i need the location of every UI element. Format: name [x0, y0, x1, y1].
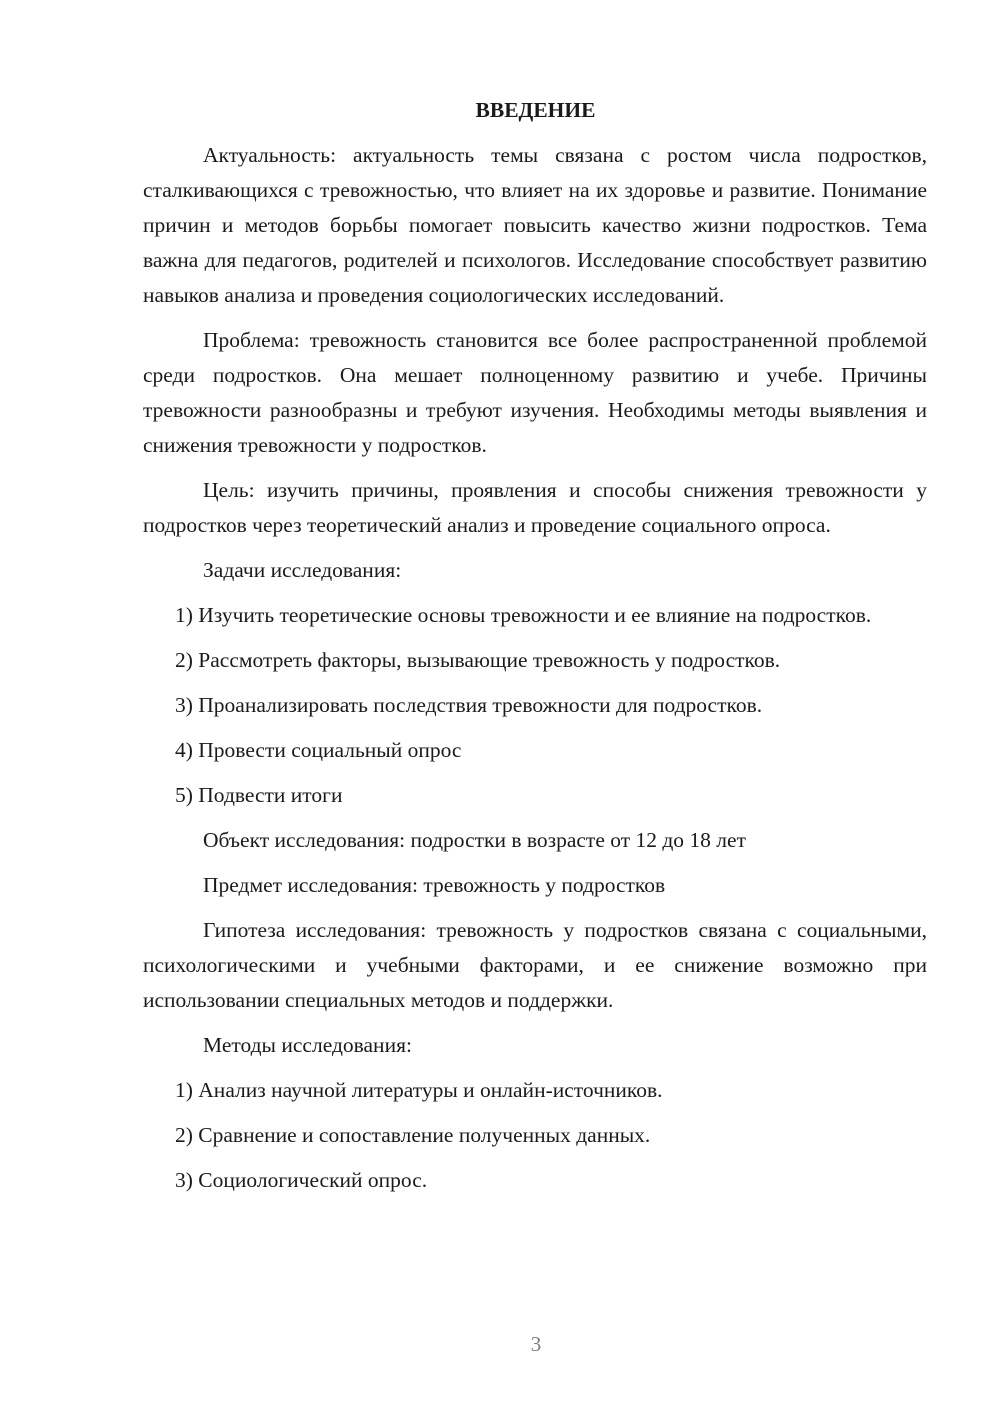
task-item-4: 4) Провести социальный опрос: [175, 738, 462, 762]
relevance-paragraph: Актуальность: актуальность темы связана с ростом числа подростков, сталкивающихся с тревожностью, что влияет на их здоровье и развитие. Понимание причин и методов борьбы помогает повысить качество жизни подростков. Тема важна для педагогов, родителей и психологов. Исследование способствует развитию навыков анализа и проведения социологических исследований.: [143, 143, 927, 307]
method-item-2: 2) Сравнение и сопоставление полученных данных.: [175, 1123, 651, 1147]
task-item-1: 1) Изучить теоретические основы тревожности и ее влияние на подростков.: [175, 603, 872, 627]
hypothesis-paragraph: Гипотеза исследования: тревожность у подростков связана с социальными, психологическими и учебными факторами, и ее снижение возможно при использовании специальных методов и поддержки.: [143, 918, 927, 1012]
tasks-heading: Задачи исследования:: [203, 558, 402, 582]
method-item-1: 1) Анализ научной литературы и онлайн-источников.: [175, 1078, 663, 1102]
page-number: 3: [530, 1332, 542, 1356]
research-subject: Предмет исследования: тревожность у подростков: [203, 873, 666, 897]
problem-paragraph: Проблема: тревожность становится все более распространенной проблемой среди подростков. Она мешает полноценному развитию и учебе. Причины тревожности разнообразны и требуют изучения. Необходимы методы выявления и снижения тревожности у подростков.: [143, 328, 927, 457]
task-item-5: 5) Подвести итоги: [175, 783, 343, 807]
task-item-2: 2) Рассмотреть факторы, вызывающие тревожность у подростков.: [175, 648, 781, 672]
research-object: Объект исследования: подростки в возрасте от 12 до 18 лет: [203, 828, 746, 852]
method-item-3: 3) Социологический опрос.: [175, 1168, 428, 1192]
goal-paragraph: Цель: изучить причины, проявления и способы снижения тревожности у подростков через теоретический анализ и проведение социального опроса.: [143, 478, 927, 537]
methods-heading: Методы исследования:: [203, 1033, 412, 1057]
task-item-3: 3) Проанализировать последствия тревожности для подростков.: [175, 693, 763, 717]
document-page: [143, 92, 927, 1208]
page-title: ВВЕДЕНИЕ: [475, 98, 596, 122]
